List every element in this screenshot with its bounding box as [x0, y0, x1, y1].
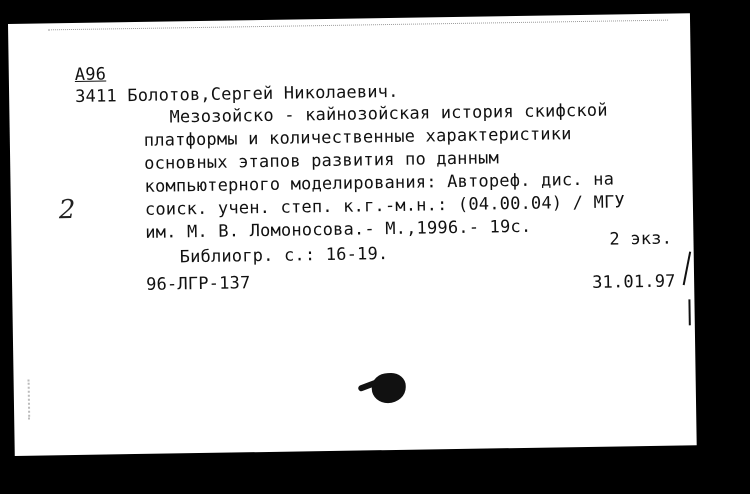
date-stamp: 31.01.97	[591, 271, 676, 293]
copies-count: 2 экз.	[609, 228, 673, 250]
title-line: платформы и количественные характеристики	[143, 124, 572, 151]
title-line: Мезозойско - кайнозойская история скифской	[169, 100, 608, 128]
bibliography-note: Библиогр. с.: 16-19.	[179, 244, 389, 268]
title-line: соиск. учен. степ. к.г.-м.н.: (04.00.04) / МГУ	[144, 192, 626, 220]
scan-artifact	[28, 379, 51, 419]
ink-blot	[372, 373, 406, 404]
top-edge-dots	[48, 20, 668, 32]
pen-tick-mark	[688, 299, 690, 325]
author-line: 3411 Болотов,Сергей Николаевич.	[74, 81, 399, 107]
pen-tick-mark	[683, 251, 692, 285]
handwritten-mark: 2	[58, 194, 76, 226]
shelf-mark: А96	[74, 64, 107, 85]
catalog-card	[8, 13, 697, 456]
title-line: основных этапов развития по данным	[144, 148, 500, 174]
title-line: им. М. В. Ломоносова.- М.,1996.- 19с.	[145, 216, 532, 243]
catalog-code: 96-ЛГР-137	[145, 273, 251, 295]
title-line: компьютерного моделирования: Автореф. дис. на	[144, 169, 615, 197]
